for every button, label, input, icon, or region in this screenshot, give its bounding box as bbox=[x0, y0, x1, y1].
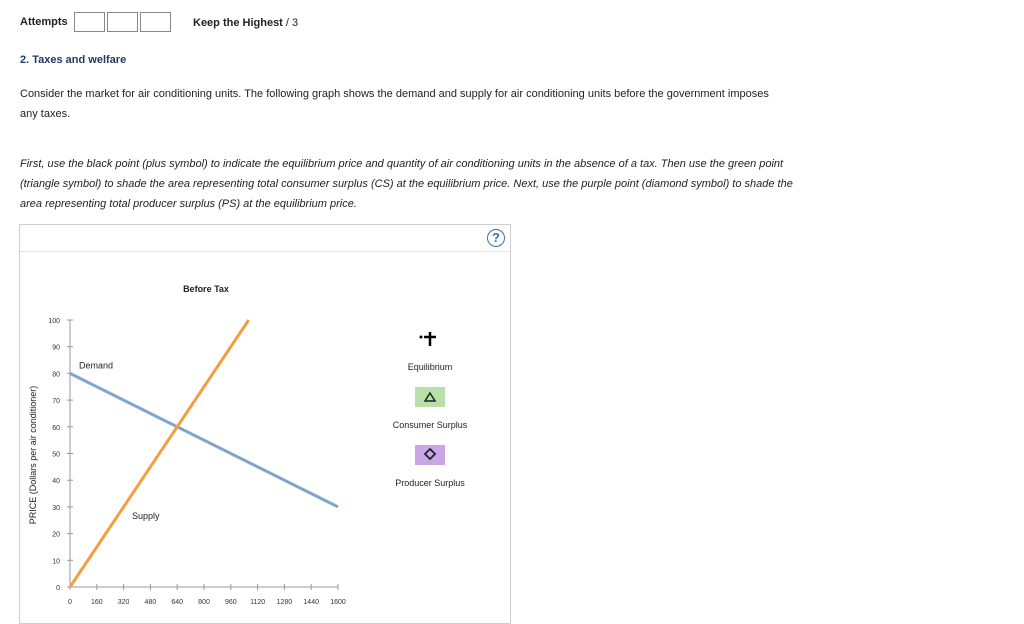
y-tick-label: 70 bbox=[52, 398, 60, 406]
tool-label: Producer Surplus bbox=[395, 478, 465, 488]
tool-equilibrium[interactable] bbox=[408, 332, 453, 372]
x-tick-label: 640 bbox=[171, 599, 184, 606]
x-tick-label: 0 bbox=[68, 599, 72, 606]
tool-palette[interactable] bbox=[393, 332, 468, 488]
attempts-total: / 3 bbox=[285, 17, 299, 29]
tool-label: Consumer Surplus bbox=[392, 420, 468, 430]
supply-label: Supply bbox=[132, 511, 160, 521]
question-intro: Consider the market for air conditioning units. The following graph shows the demand and supply for air conditioning units before the government imposes any taxes. bbox=[20, 88, 769, 120]
x-tick-label: 1440 bbox=[303, 599, 319, 606]
x-tick-label: 1280 bbox=[276, 599, 293, 606]
x-tick-label: 160 bbox=[90, 599, 103, 606]
chart-title: Before Tax bbox=[183, 284, 229, 294]
tool-consumer-surplus[interactable] bbox=[393, 387, 468, 430]
attempts-label: Attempts bbox=[20, 16, 68, 28]
help-icon[interactable]: ? bbox=[487, 229, 505, 247]
plus-icon[interactable] bbox=[420, 332, 437, 346]
x-tick-label: 320 bbox=[117, 599, 130, 606]
y-tick-label: 80 bbox=[52, 371, 60, 379]
question-title: 2. Taxes and welfare bbox=[20, 54, 127, 66]
x-tick-label: 960 bbox=[224, 599, 237, 606]
plus-icon-dot bbox=[420, 336, 423, 339]
x-tick-label: 1600 bbox=[330, 599, 346, 606]
y-tick-label: 30 bbox=[52, 504, 60, 512]
y-tick-label: 40 bbox=[52, 478, 60, 486]
y-tick-label: 20 bbox=[52, 531, 60, 539]
triangle-icon-background bbox=[415, 387, 445, 407]
y-tick-label: 10 bbox=[52, 558, 60, 566]
tool-label: Equilibrium bbox=[407, 362, 453, 372]
keep-highest-text: Keep the Highest bbox=[193, 17, 283, 29]
y-axis-label: PRICE (Dollars per air conditioner) bbox=[28, 385, 38, 525]
y-tick-label: 100 bbox=[48, 318, 60, 325]
series-group bbox=[70, 320, 338, 587]
demand-label: Demand bbox=[79, 360, 114, 371]
question-instructions: First, use the black point (plus symbol) to indicate the equilibrium price and quantity of air conditioning units in the absence of a tax. Then use the green point (triangle symbol) to shade the area representing total consumer surplus (CS) at the equilibrium price. Next, use the purple point (diamond symbol) to shade the area representing total producer surplus (PS) at the equilibrium price. bbox=[20, 158, 793, 210]
y-tick-label: 60 bbox=[52, 424, 60, 432]
x-tick-label: 480 bbox=[144, 599, 157, 606]
x-tick-label: 1120 bbox=[250, 599, 266, 606]
tool-producer-surplus[interactable] bbox=[395, 445, 465, 488]
demand-curve bbox=[70, 373, 338, 507]
y-tick-label: 90 bbox=[52, 344, 60, 352]
y-tick-label: 50 bbox=[52, 451, 60, 459]
x-tick-label: 800 bbox=[198, 599, 210, 606]
y-tick-label: 0 bbox=[56, 585, 60, 592]
